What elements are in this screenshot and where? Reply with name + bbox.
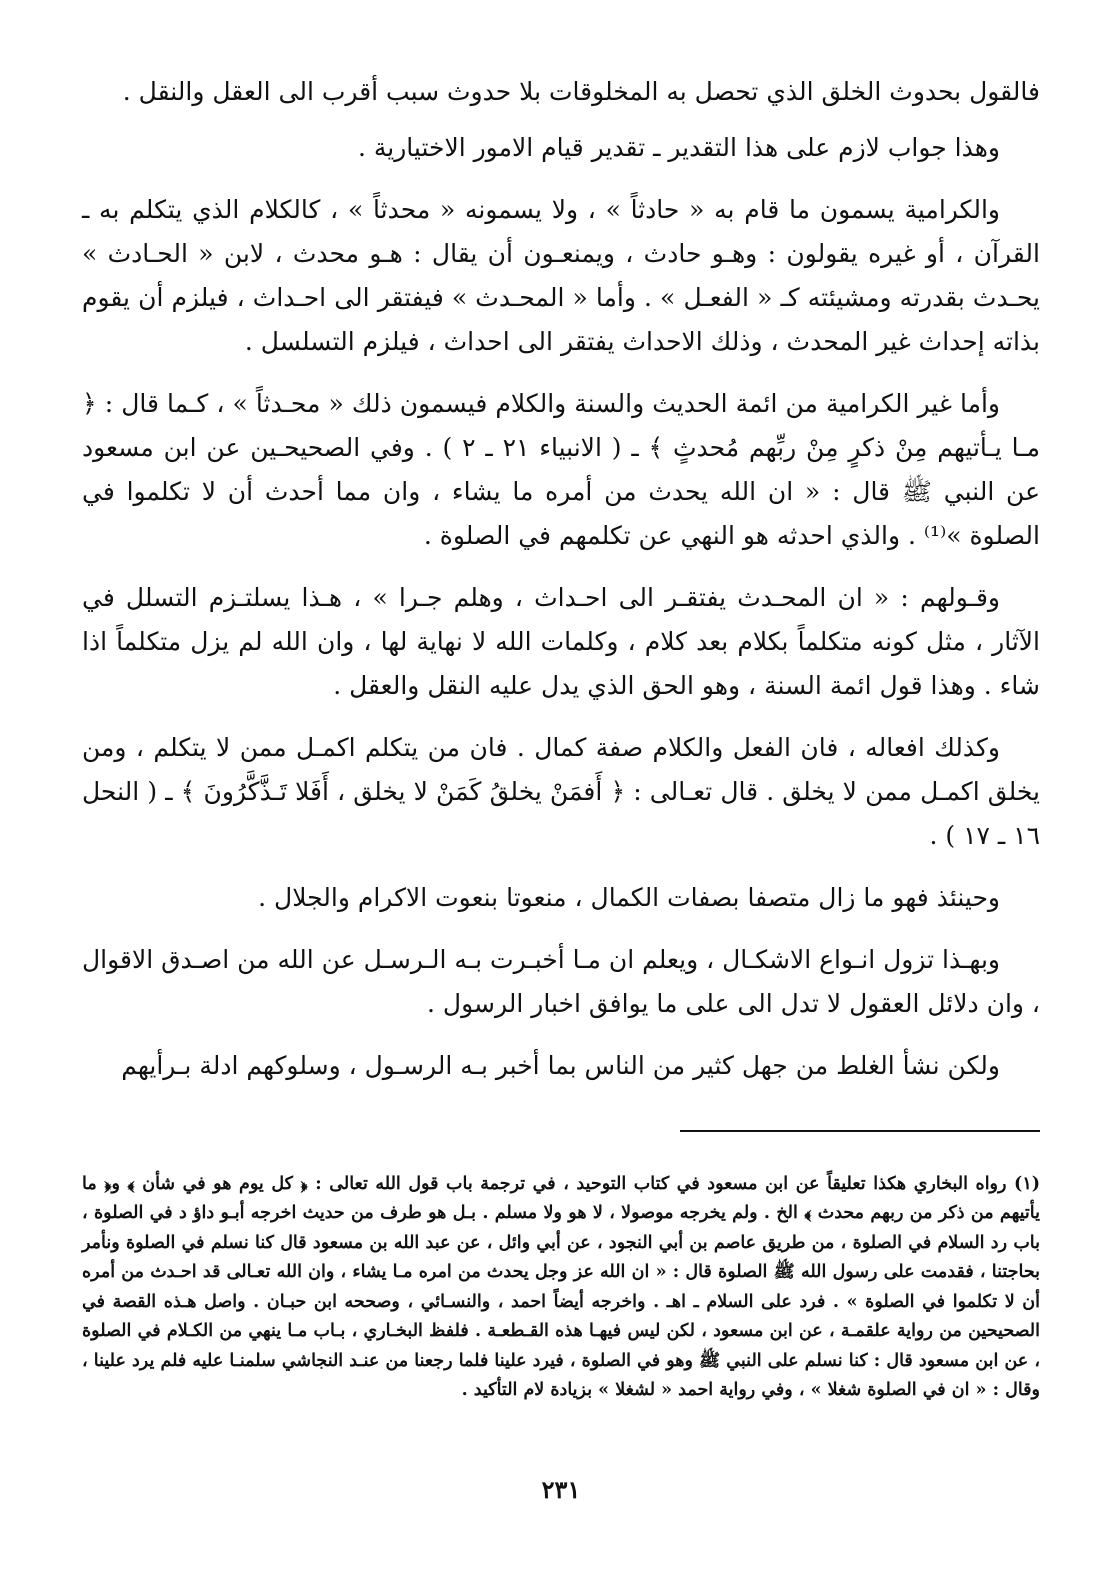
paragraph: ولكن نشأ الغلط من جهل كثير من الناس بما أخبر بـه الرسـول ، وسلوكهم ادلة بـرأيهم xyxy=(121,1051,1000,1080)
footnote-divider xyxy=(680,1130,1040,1132)
paragraph: فالقول بحدوث الخلق الذي تحصل به المخلوقات بلا حدوث سبب أقرب الى العقل والنقل . xyxy=(122,77,1040,106)
page-number: ٢٣١ xyxy=(541,1475,581,1504)
main-text xyxy=(82,70,1040,1088)
footnote: (١) رواه البخاري هكذا تعليقاً عن ابن مسعود في كتاب التوحيد ، في ترجمة باب قول الله تعالى : ﴿ كل يوم هو في شأن ﴾ و﴿ ما يأتيهم من ذكر من ربهم محدث ﴾ الخ . ولم يخرجه موصولا ، لا هو ولا مسلم . بـل هو طرف من حديث اخرجه أبـو داؤ د في الصلوة ، باب رد السلام في الصلوة ، من طريق عاصم بن أبي النجود ، عن أبي وائل ، عن عبد الله بن مسعود قال كنا نسلم في الصلوة ونأمر بحاجتنا ، فقدمت على رسول الله ﷺ الصلوة قال : « ان الله عز وجل يحدث من امره مـا يشاء ، وان الله تعـالى قد احـدث من أمره أن لا تكلموا في الصلوة » . فرد على السلام ـ اهـ . واخرجه أيضاً احمد ، والنسـائي ، وصححه ابن حبـان . واصل هـذه القصة في الصحيحين من رواية علقمـة ، عن ابن مسعود ، لكن ليس فيهـا هذه القـطعـة . فلفظ البخـاري ، بـاب مـا ينهي من الكـلام في الصلوة ، عن ابن مسعود قال : كنا نسلم على النبي ﷺ وهو في الصلوة ، فيرد علينا فلما رجعنا من عنـد النجاشي سلمنـا عليه فلم يرد علينا ، وقال : « ان في الصلوة شغلا » ، وفي رواية احمد « لشغلا » بزيادة لام التأكيد . xyxy=(82,1173,1040,1400)
paragraph: وبهـذا تزول انـواع الاشكـال ، ويعلم ان مـا أخبـرت بـه الـرسـل عن الله من اصـدق الاقوال ، وان دلائل العقول لا تدل الى على ما يوافق اخبار الرسول . xyxy=(82,945,1040,1018)
paragraph: وحينئذ فهو ما زال متصفا بصفات الكمال ، منعوتا بنعوت الاكرام والجلال . xyxy=(258,883,1000,912)
book-page xyxy=(82,70,1040,1560)
paragraph: وقـولهم : « ان المحـدث يفتقـر الى احـداث ، وهلم جـرا » ، هـذا يسلتـزم التسلل في الآثار ، مثل كونه متكلماً بكلام بعد كلام ، وكلمات الله لا نهاية لها ، وان الله لم يزل متكلماً اذا شاء . وهذا قول ائمة السنة ، وهو الحق الذي يدل عليه النقل والعقل . xyxy=(82,583,1040,700)
paragraph: وهذا جواب لازم على هذا التقدير ـ تقدير قيام الامور الاختيارية . xyxy=(357,133,1000,162)
paragraph: وأما غير الكرامية من ائمة الحديث والسنة والكلام فيسمون ذلك « محـدثاً » ، كـما قال : ﴿ مـا يـأتيهم مِنْ ذكرٍ مِنْ ربِّهم مُحدثٍ ﴾ ـ ( الانبياء ٢١ ـ ٢ ) . وفي الصحيحـين عن ابن مسعود عن النبي ﷺ قال : « ان الله يحدث من أمره ما يشاء ، وان مما أحدث أن لا تكلموا في الصلوة »⁽¹⁾ . والذي احدثه هو النهي عن تكلمهم في الصلوة . xyxy=(82,389,1040,550)
paragraph: والكرامية يسمون ما قام به « حادثاً » ، ولا يسمونه « محدثاً » ، كالكلام الذي يتكلم به ـ القرآن ، أو غيره يقولون : وهـو حادث ، ويمنعـون أن يقال : هـو محدث ، لابن « الحـادث » يحـدث بقدرته ومشيئته كـ « الفعـل » . وأما « المحـدث » فيفتقر الى احـداث ، فيلزم أن يقوم بذاته إحداث غير المحدث ، وذلك الاحداث يفتقر الى احداث ، فيلزم التسلسل . xyxy=(82,195,1040,356)
paragraph: وكذلك افعاله ، فان الفعل والكلام صفة كمال . فان من يتكلم اكمـل ممن لا يتكلم ، ومن يخلق اكمـل ممن لا يخلق . قال تعـالى : ﴿ أَفمَنْ يخلقُ كَمَنْ لا يخلق ، أَفَلا تَـذَّكَّرُونَ ﴾ ـ ( النحل ١٦ ـ ١٧ ) . xyxy=(82,733,1040,850)
